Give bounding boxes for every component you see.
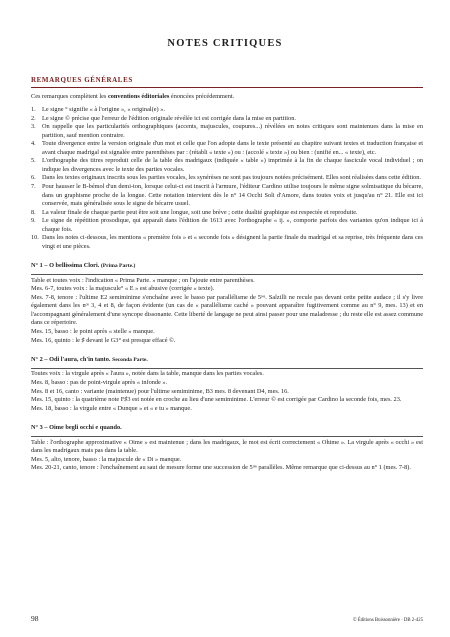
note-line: Mes. 6-7, toutes voix : la majuscule° « E » est abusive (corrigée « texte). [31, 285, 215, 293]
madrigal-note-1 [31, 262, 423, 345]
note-line: Mes. 20-21, canto, tenore : l'enchaînement au saut de mesure forme une succession de 5ᵗᵉˢ parallèles. Même remarque que ci-dessus au n° 1 (mes. 7-8). [31, 464, 411, 472]
remark-text: Le signe © précise que l'erreur de l'édition originale révélée ici est corrigée dans la mise en partition. [42, 114, 296, 122]
note-line: Mes. 18, basso : la virgule entre « Dunque » et « e tu » manque. [31, 404, 192, 412]
remark-text: Pour hausser le B-bémol d'un demi-ton, lorsque celui-ci est inscrit à l'armure, l'éditeur Cardino utilise toujours le même signe solmisatique du bécarre, dans un graphisme proche de la longue. Cette notation intervient dès le n° 14 Occhi Soli d'Amore, dans toutes voix et jusqu'au n° 21. Elle est ici conservée, mais généralisée sous le signe de bécarre usuel. [42, 183, 423, 208]
remarks-list [31, 106, 423, 251]
madrigal-name: N° 1 – O bellissima Clori. [31, 262, 100, 270]
remark-text: On rappelle que les particularités orthographiques (accents, majuscules, coupures...) révélées en notes critiques sont maintenues dans la mise en partition, sauf mention contraire. [42, 123, 423, 139]
remark-item [31, 123, 423, 140]
entry-rule [31, 368, 423, 369]
note-line: Mes. 15, quinto : la quatrième note F♯3 est notée en croche au lieu d'une semiminime. L'erreur © est corrigée par Cardino la seconde fois, mes. 23. [31, 396, 402, 404]
remark-text: Dans les textes originaux inscrits sous les parties vocales, les synérèses ne sont pas toujours notées précisément. Elles sont réalisées dans cette édition. [42, 174, 421, 182]
remark-item [31, 234, 423, 251]
madrigal-part: (Prima Parte.) [100, 263, 136, 270]
note-line: Table et toutes voix : l'indication « Prima Parte. » manque ; on l'ajoute entre parenthèses. [31, 276, 255, 284]
remark-item [31, 115, 423, 124]
madrigal-title [31, 262, 423, 271]
madrigal-part: Seconda Parte. [112, 357, 148, 364]
intro-text-start: Ces remarques complètent les [31, 92, 108, 100]
note-line: Table : l'orthographe approximative « Oime » est maintenue ; dans les madrigaux, le mot est écrit correctement « Ohime ». La virgule après « occhi » est dans les madrigaux mais pas dans la table. [31, 438, 423, 455]
remark-text: Le signe ° signifie « à l'origine », « original(e) ». [42, 106, 165, 114]
remark-number: 6. [31, 174, 36, 182]
remark-item [31, 106, 423, 115]
note-line: Toutes voix : la virgule après « l'aura », notée dans la table, manque dans les parties vocales. [31, 370, 264, 378]
remark-text: L'orthographe des titres reproduit celle de la table des madrigaux (indiquée « table ») imprimée à la fin de chaque fascicule vocal individuel ; on indique les divergences avec le texte des parties vocales. [42, 157, 423, 173]
page-title: NOTES CRITIQUES [167, 38, 283, 49]
remark-number: 3. [31, 123, 36, 131]
remark-number: 7. [31, 183, 36, 191]
section-heading-general: REMARQUES GÉNÉRALES [31, 76, 133, 84]
note-line: Mes. 8, basso : pas de point-virgule après « infonde ». [31, 379, 168, 386]
remark-number: 1. [31, 106, 36, 114]
intro-text-bold: conventions éditoriales [107, 92, 170, 100]
remark-number: 9. [31, 217, 36, 225]
remark-item [31, 157, 423, 174]
remark-number: 5. [31, 157, 36, 165]
remark-item [31, 174, 423, 183]
remark-item [31, 217, 423, 234]
intro-paragraph [31, 93, 423, 102]
note-line: Mes. 16, quinto : le ♯ devant le G3° est presque effacé ©. [31, 336, 176, 344]
madrigal-note-3 [31, 424, 423, 473]
note-line: Mes. 8 et 16, canto : variante (maintenue) pour l'ultime semiminime, B3 mes. 8 devenant D4, mes. 16. [31, 387, 289, 395]
section-rule [31, 87, 423, 88]
remark-text: Dans les notes ci-dessous, les mentions « première fois » et « seconde fois » désignent la partie finale du madrigal et sa reprise, très fréquente dans ces vingt et une pièces. [42, 234, 423, 250]
page-content [31, 76, 423, 473]
note-line: Mes. 5, alto, tenore, basso : la majuscule de « Di » manque. [31, 455, 182, 463]
madrigal-name: N° 2 – Odi l'aura, ch'in tanto. [31, 356, 111, 364]
madrigal-title [31, 356, 423, 365]
remark-number: 2. [31, 114, 36, 122]
page-number: 98 [31, 614, 39, 623]
remark-text: Le signe de répétition prosodique, qui apparaît dans l'édition de 1613 avec l'orthographe « ij. », comporte parfois des variantes qu'on indique ici à chaque fois. [42, 217, 423, 233]
entry-rule [31, 436, 423, 437]
remark-number: 4. [31, 140, 36, 148]
madrigal-note-2 [31, 356, 423, 413]
note-line: Mes. 15, basso : le point après « stelle » manque. [31, 328, 155, 336]
madrigal-name: N° 3 – Oime begli occhi e quando. [31, 424, 122, 432]
remark-text: Toute divergence entre la version originale d'un mot et celle que l'on adopte dans le texte présenté au chapitre suivant textes et traduction française et avant chaque madrigal est signalée entre parenthèses par : (rétabli « texte ») ou : (accolé « texte ») ou bien : (unifié en... « texte), etc. [42, 140, 423, 156]
remark-item [31, 140, 423, 157]
page-footer [31, 614, 423, 623]
remark-number: 8. [31, 208, 36, 216]
remark-item [31, 209, 423, 218]
publisher-credit: © Éditions Buissonnière · DB 2-425 [352, 618, 423, 623]
remark-text: La valeur finale de chaque partie peut être soit une longue, soit une brève ; cette dualité graphique est respectée et reproduite. [42, 208, 358, 216]
remark-number: 10. [31, 234, 39, 242]
madrigal-title [31, 424, 423, 433]
entry-rule [31, 274, 423, 275]
note-line: Mes. 7-8, tenore : l'ultime E2 semiminime s'enchaîne avec le basso par parallélisme de 5ᵗᵉˢ. Salzilli ne recule pas devant cette petite audace ; il s'y livre également dans les nᵒˢ 3, 4 et 8, de façon évidente (un cas de « parallélisme caché » pouvant apparaître fugitivement comme au n° 9, mes. 13) et en l'accompagnant généralement d'une syncope dissonante. Cette liberté de langage ne peut ainsi passer pour une maladresse ; du reste elle est assez commune dans ce répertoire. [31, 293, 424, 327]
remark-item [31, 183, 423, 209]
intro-text-end: énoncées précédemment. [169, 92, 235, 100]
